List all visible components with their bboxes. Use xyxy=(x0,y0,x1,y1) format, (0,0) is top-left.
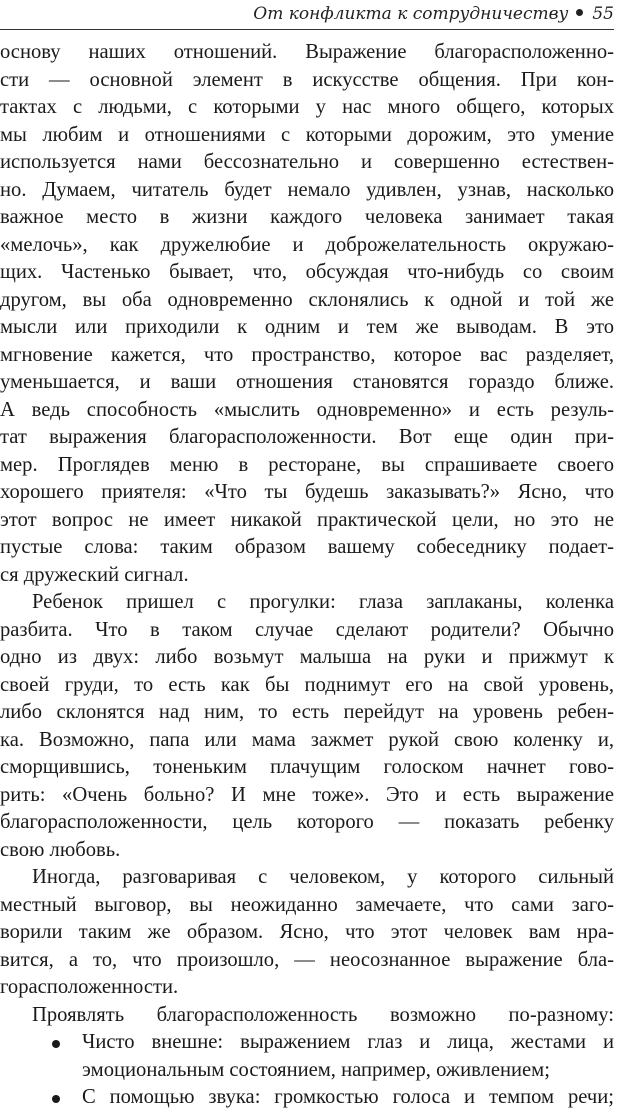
text-line: щих. Частенько бывает, что, обсуждая что-нибудь со своим xyxy=(0,261,614,283)
text-line: мер. Проглядев меню в ресторане, вы спрашиваете своего xyxy=(0,453,614,476)
text-line: этот вопрос не имеет никакой практической цели, но это не xyxy=(0,508,614,531)
text-line: важное место в жизни каждого человека занимает такая xyxy=(0,206,614,228)
text-line: «мелочь», как дружелюбие и доброжелательность окружаю- xyxy=(0,233,614,256)
text-line: другом, вы оба одновременно склонялись к одной и той же xyxy=(0,288,614,311)
text-line: одно из двух: либо возьмут малыша на руки и прижмут к xyxy=(0,646,614,668)
text-line: основу наших отношений. Выражение благорасположенно- xyxy=(0,41,614,63)
list-item-continuation: эмоциональным состоянием, например, оживлением; xyxy=(82,1058,550,1081)
text-line: используется нами бессознательно и совершенно естествен- xyxy=(0,151,614,173)
text-line: вится, а то, что произошло, — неосознанное выражение бла- xyxy=(0,948,614,971)
text-line: сморщившись, тоненьким плачущим голоском начнет гово- xyxy=(0,756,614,778)
text-line: Проявлять благорасположенность возможно по-разному: xyxy=(32,1003,614,1026)
bullet-separator xyxy=(576,9,583,16)
list-item xyxy=(0,1084,614,1112)
running-head xyxy=(236,2,614,28)
text-line: А ведь способность «мыслить одновременно» и есть резуль- xyxy=(0,398,614,421)
text-line: благорасположенности, цель которого — показать ребенку xyxy=(0,811,614,833)
bullet-icon xyxy=(52,1095,60,1103)
text-line: мысли или приходили к одним и тем же выводам. В это xyxy=(0,316,614,338)
text-line: уменьшается, и ваши отношения становятся гораздо ближе. xyxy=(0,371,614,393)
text-line: своей груди, то есть как бы поднимут его на свой уровень, xyxy=(0,673,614,696)
text-line: горасположенности. xyxy=(0,976,179,998)
text-line: ворили таким же образом. Ясно, что этот человек вам нра- xyxy=(0,921,614,943)
text-line: мы любим и отношениями с которыми дорожим, это умение xyxy=(0,123,614,146)
body-text xyxy=(0,39,614,1112)
bullet-icon xyxy=(52,1040,60,1048)
text-line: ка. Возможно, папа или мама зажмет рукой свою коленку и, xyxy=(0,728,614,751)
header-rule xyxy=(0,29,614,30)
text-line: разбита. Что в таком случае сделают родители? Обычно xyxy=(0,618,614,641)
list-item-text: Чисто внешне: выражением глаз и лица, жестами и xyxy=(82,1031,614,1053)
text-line: но. Думаем, читатель будет немало удивлен, узнав, насколько xyxy=(0,178,614,201)
text-line: свою любовь. xyxy=(0,838,121,861)
list-item xyxy=(0,1029,614,1057)
running-title: От конфликта к сотрудничеству xyxy=(253,4,569,24)
text-line: рить: «Очень больно? И мне тоже». Это и есть выражение xyxy=(0,783,614,806)
text-line: либо склонятся над ним, то есть перейдут на уровень ребен- xyxy=(0,701,614,723)
text-line: хорошего приятеля: «Что ты будешь заказывать?» Ясно, что xyxy=(0,481,614,503)
text-line: тат выражения благорасположенности. Вот еще один при- xyxy=(0,426,614,448)
text-line: ся дружеский сигнал. xyxy=(0,563,189,586)
text-line: мгновение кажется, что пространство, которое вас разделяет, xyxy=(0,343,614,366)
text-line: пустые слова: таким образом вашему собеседнику подает- xyxy=(0,536,614,558)
text-line: Иногда, разговаривая с человеком, у которого сильный xyxy=(32,866,614,888)
text-line: сти — основной элемент в искусстве общения. При кон- xyxy=(0,68,614,91)
text-line: тактах с людьми, с которыми у нас много общего, которых xyxy=(0,96,614,118)
page-number: 55 xyxy=(592,4,614,24)
list-item-text: С помощью звука: громкостью голоса и темпом речи; xyxy=(82,1086,614,1108)
text-line: местный выговор, вы неожиданно замечаете, что сами заго- xyxy=(0,893,614,916)
text-line: Ребенок пришел с прогулки: глаза заплаканы, коленка xyxy=(32,591,614,613)
